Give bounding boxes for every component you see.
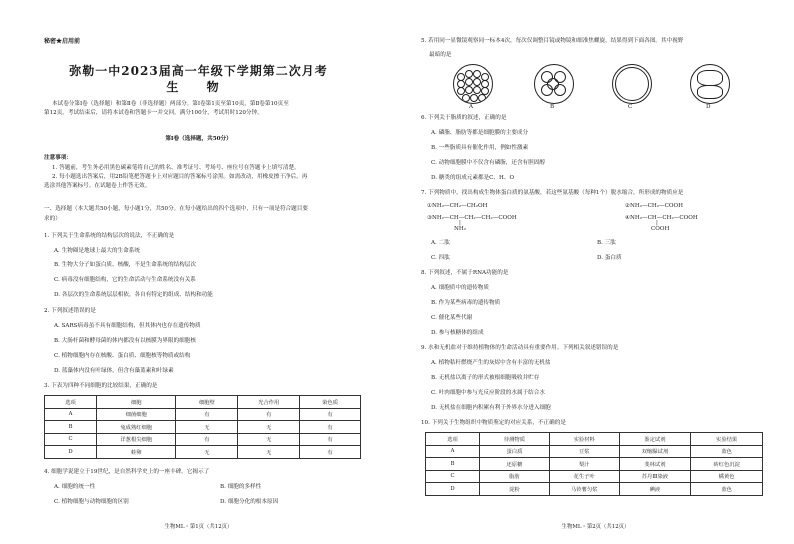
table-cell: 蛙卵	[97, 446, 176, 459]
q5-stem-line-1: 5. 若用同一显微镜观察同一标本4次，每次仅调整目镜或物镜和细准焦螺旋，结果得到下面各图。其中视野	[421, 38, 684, 44]
q2-option-b[interactable]: B. 大肠杆菌和酵母菌的体内都没有以核膜为界限的细胞核	[54, 338, 196, 344]
q1-option-b[interactable]: B. 生物大分子如蛋白质、核酸，不是生命系统的结构层次	[54, 262, 196, 268]
q6-option-a[interactable]: A. 磷脂、脂肪等都是细胞膜的主要成分	[431, 130, 529, 136]
q7-formula-4: ④NH₂—CH—CH₂—COOH	[625, 215, 698, 221]
table-cell: 细菌细胞	[97, 408, 176, 421]
q7-formula-4-bond: |	[656, 220, 658, 226]
page-footer-left: 生物ML・第1页（共12页）	[164, 524, 233, 530]
table-header-row	[45, 396, 361, 409]
q8-stem: 8. 下列叙述，不属于RNA功能的是	[421, 270, 509, 276]
table-cell: 有	[300, 408, 361, 421]
table-header: 细胞壁	[176, 396, 238, 409]
table-row	[426, 470, 763, 483]
table-cell: 有	[176, 408, 238, 421]
q1-stem: 1. 下列关于生命系统的结构层次的说法，不正确的是	[44, 233, 175, 239]
q7-option-d[interactable]: D. 蛋白质	[597, 255, 622, 261]
table-cell: 无	[238, 433, 300, 446]
q8-option-d[interactable]: D. 参与核糖体的组成	[431, 330, 484, 336]
table-cell: C	[45, 433, 97, 446]
table-row	[45, 446, 361, 459]
q7-option-a[interactable]: A. 二肽	[431, 240, 450, 246]
table-header: 细胞	[97, 396, 176, 409]
microscope-field-c-icon	[612, 64, 652, 104]
table-header: 待测物质	[480, 433, 550, 446]
table-cell: 蓝色	[691, 483, 763, 496]
table-cell: 洋葱根尖细胞	[97, 433, 176, 446]
exam-title: 弥勒一中2023届高一年级下学期第二次月考	[69, 64, 328, 78]
table-cell: 有	[300, 421, 361, 434]
table-cell: 无	[176, 421, 238, 434]
q8-option-a[interactable]: A. 细胞质中的遗传物质	[431, 285, 489, 291]
q1-option-c[interactable]: C. 病毒没有细胞结构，它的生命活动与生命系统没有关系	[54, 277, 196, 283]
table-cell: 碘液	[619, 483, 691, 496]
table-cell: 淀粉	[480, 483, 550, 496]
table-cell: 苏丹Ⅲ染液	[619, 470, 691, 483]
table-cell: D	[45, 446, 97, 459]
q1-option-a[interactable]: A. 生物圈是地球上最大的生命系统	[54, 248, 140, 254]
table-cell: 有	[238, 408, 300, 421]
table-cell: B	[45, 421, 97, 434]
table-cell: 斐林试剂	[619, 458, 691, 471]
table-header: 光合作用	[238, 396, 300, 409]
table-header: 染色质	[300, 396, 361, 409]
page-footer-right: 生物ML・第2页（共12页）	[561, 524, 630, 530]
table-cell: 豆浆	[549, 445, 619, 458]
microscope-field-d-icon	[690, 64, 730, 104]
table-header: 选项	[45, 396, 97, 409]
q4-option-d[interactable]: D. 细胞分化的根本原因	[220, 499, 279, 505]
table-cell: 兔成熟红细胞	[97, 421, 176, 434]
table-cell: C	[426, 470, 480, 483]
table-cell: 蛋白质	[480, 445, 550, 458]
q7-option-c[interactable]: C. 四肽	[431, 255, 450, 261]
table-row	[426, 483, 763, 496]
q4-option-a[interactable]: A. 细胞的统一性	[54, 484, 96, 490]
part-one-line-1: 一、选择题（本大题共50小题，每小题1分，共50分。在每小题给出的四个选项中，只有一项是符合题目要	[44, 206, 308, 212]
part-one-line-2: 求的）	[44, 216, 61, 222]
q3-stem: 3. 下表为四种不同细胞的比较结果，正确的是	[44, 383, 158, 389]
table-cell: 砖红色沉淀	[691, 458, 763, 471]
q8-option-c[interactable]: C. 催化某些代谢	[431, 315, 473, 321]
table-row	[45, 421, 361, 434]
q5-stem-line-2: 最暗的是	[429, 52, 452, 58]
table-cell: 花生子叶	[549, 470, 619, 483]
q4-stem: 4. 细胞学说建立于19世纪，是自然科学史上的一座丰碑。它揭示了	[44, 469, 210, 475]
q10-stem: 10. 下列关于生物组织中物质鉴定的对应关系，不正确的是	[421, 420, 566, 426]
exam-subject: 生 物	[166, 80, 231, 94]
table-header: 实验结果	[691, 433, 763, 446]
q7-formula-3-group: NH₂	[454, 226, 467, 232]
section-header: 第Ⅰ卷（选择题，共50分）	[165, 136, 232, 142]
q2-option-a[interactable]: A. SARS病毒虽不具有细胞结构，但其体内也存在遗传物质	[54, 323, 201, 329]
table-cell: 有	[300, 433, 361, 446]
table-cell: 梨汁	[549, 458, 619, 471]
q3-table	[44, 395, 361, 459]
table-cell: 蓝色	[691, 445, 763, 458]
q6-option-b[interactable]: B. 一些脂质具有催化作用，例如性激素	[431, 145, 529, 151]
microscope-field-b-icon	[534, 64, 574, 104]
field-label-a: A	[469, 104, 474, 110]
table-cell: A	[45, 408, 97, 421]
note-line-3: 选涂其他答案标号。在试题卷上作答无效。	[44, 183, 151, 189]
field-label-d: D	[706, 104, 711, 110]
confidential-label: 秘密★启用前	[44, 38, 81, 45]
table-cell: 无	[238, 446, 300, 459]
q9-option-d[interactable]: D. 无机盐在细胞内积累有利于外界水分进入细胞	[431, 405, 551, 411]
q1-option-d[interactable]: D. 各层次的生命系统层层相依，各自有特定的组成、结构和功能	[54, 292, 213, 298]
q9-option-c[interactable]: C. 叶肉细胞中参与光反应阶段的水属于结合水	[431, 390, 545, 396]
field-label-b: B	[550, 104, 555, 110]
q7-formula-2: ②NH₂—CH₂—COOH	[625, 203, 683, 209]
q7-stem: 7. 下列物质中，找出构成生物体蛋白质的氨基酸，若这些氨基酸（每种1个）脱水缩合，所形成的物质应是	[421, 190, 684, 196]
notes-title: 注意事项：	[44, 155, 72, 161]
q9-option-b[interactable]: B. 无机盐以离子的形式被根细胞吸收并贮存	[431, 375, 540, 381]
q2-option-c[interactable]: C. 植物细胞内存在核酸、蛋白质、细胞核等物质或结构	[54, 353, 191, 359]
field-label-c: C	[628, 104, 633, 110]
q10-table	[425, 432, 763, 496]
q7-formula-3: ③NH₂—CH—CH₂—CH₂—COOH	[427, 215, 517, 221]
q8-option-b[interactable]: B. 作为某些病毒的遗传物质	[431, 300, 501, 306]
q9-option-a[interactable]: A. 植物秸秆燃烧产生的灰烬中含有丰富的无机盐	[431, 360, 551, 366]
q6-stem: 6. 下列关于脂质的叙述，正确的是	[421, 115, 507, 121]
table-cell: D	[426, 483, 480, 496]
note-line-2: 2. 每小题选出答案后，用2B铅笔把答题卡上对应题目的答案标号涂黑。如需改动，用橡皮擦干净后，再	[52, 174, 308, 180]
table-cell: A	[426, 445, 480, 458]
q7-formula-4-group: COOH	[651, 226, 670, 232]
page-right	[397, 0, 794, 544]
table-row	[45, 433, 361, 446]
q2-stem: 2. 下列叙述错误的是	[44, 308, 96, 314]
intro-line-2: 第12页。考试结束后，请将本试卷和答题卡一并交回。满分100分，考试用时120分钟。	[44, 110, 263, 116]
table-cell: 脂肪	[480, 470, 550, 483]
table-row	[45, 408, 361, 421]
table-cell: 双缩脲试剂	[619, 445, 691, 458]
q7-formula-1: ①NH₂—CH₂—CH₂OH	[427, 203, 488, 209]
table-header-row	[426, 433, 763, 446]
table-row	[426, 458, 763, 471]
table-cell: 无	[238, 421, 300, 434]
table-cell: B	[426, 458, 480, 471]
microscope-field-a-icon	[453, 64, 493, 104]
note-line-1: 1. 答题前，考生务必用黑色碳素笔将自己的姓名、准考证号、考场号、座位号在答题卡上填写清楚。	[52, 165, 300, 171]
table-header: 鉴定试剂	[619, 433, 691, 446]
q4-option-b[interactable]: B. 细胞的多样性	[220, 484, 262, 490]
table-cell: 还原糖	[480, 458, 550, 471]
q4-option-c[interactable]: C. 植物细胞与动物细胞的区别	[54, 499, 129, 505]
q7-formula-3-bond: |	[459, 220, 461, 226]
table-header: 选项	[426, 433, 480, 446]
q9-stem: 9. 水和无机盐对于维持植物体的生命活动具有重要作用。下列相关叙述错误的是	[421, 345, 619, 351]
q6-option-d[interactable]: D. 糖类的组成元素都是C、H、O	[431, 175, 515, 181]
intro-line-1: 本试卷分第Ⅰ卷（选择题）和第Ⅱ卷（非选择题）两部分。第Ⅰ卷第1页至第10页，第Ⅱ卷第10页至	[52, 101, 289, 107]
q7-option-b[interactable]: B. 三肽	[597, 240, 616, 246]
table-cell: 有	[176, 433, 238, 446]
q6-option-c[interactable]: C. 动物细胞膜中不仅含有磷脂，还含有胆固醇	[431, 160, 545, 166]
table-cell: 马铃薯匀浆	[549, 483, 619, 496]
q2-option-d[interactable]: D. 蓝藻体内没有叶绿体，但含有藻蓝素和叶绿素	[54, 368, 174, 374]
table-cell: 有	[300, 446, 361, 459]
table-row	[426, 445, 763, 458]
table-header: 实验材料	[549, 433, 619, 446]
table-cell: 无	[176, 446, 238, 459]
table-cell: 橘黄色	[691, 470, 763, 483]
